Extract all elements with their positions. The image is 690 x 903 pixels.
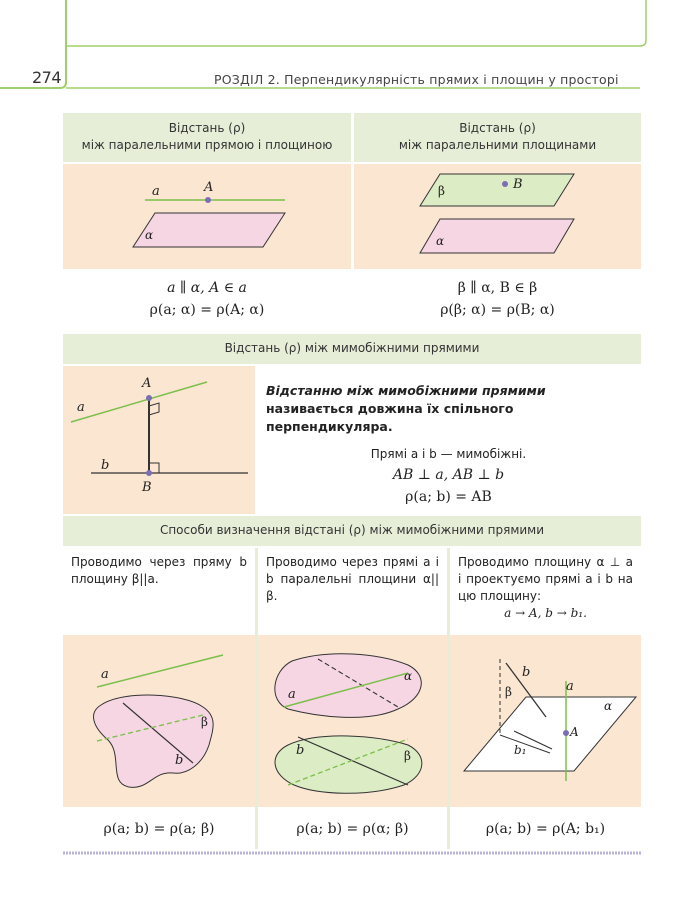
bottom-border <box>63 850 641 856</box>
s1-left-formula1: a ∥ α, A ∈ a <box>167 280 247 296</box>
s1-right-formula2: ρ(β; α) = ρ(B; α) <box>440 302 555 318</box>
fig1 <box>63 635 255 807</box>
s3-divider1 <box>255 548 258 849</box>
fig3-label-b1: b₁ <box>514 743 527 757</box>
method2-diagram <box>258 635 447 807</box>
method3-line2: a → A, b → b₁. <box>504 606 587 620</box>
label-a-skew: a <box>77 400 85 415</box>
s2-text <box>258 366 641 514</box>
point-b-skew <box>146 470 152 476</box>
definition-body: називається довжина їх спільного перпендикуляра. <box>266 401 514 434</box>
point-b <box>502 181 508 187</box>
s2-figure <box>63 366 255 514</box>
label-point-a: A <box>204 180 214 195</box>
perp-conditions: AB ⊥ a, AB ⊥ b <box>392 467 505 483</box>
point-a <box>205 197 211 203</box>
method2-text: Проводимо через прямі a і b паралельні площини α||β. <box>258 548 447 633</box>
formula2: ρ(a; b) = ρ(α; β) <box>258 809 447 849</box>
method3-line1: Проводимо площину α ⊥ a і проектуємо прямі a і b на цю площину: <box>458 555 633 603</box>
s1-left-formula2: ρ(a; α) = ρ(A; α) <box>149 302 265 318</box>
fig3 <box>450 635 641 807</box>
fig3-label-a: a <box>566 679 574 694</box>
header-box <box>66 0 646 46</box>
skew-lines-diagram <box>63 366 255 514</box>
definition <box>266 382 631 436</box>
fig1-label-b: b <box>175 753 184 768</box>
s1-divider <box>351 113 354 332</box>
right-angle-mark-a <box>149 403 159 415</box>
line-a-skew <box>71 382 207 422</box>
fig2-label-a: a <box>288 687 296 702</box>
s1-left-title-line2: між паралельними прямою і площиною <box>81 138 333 152</box>
label-b-skew: b <box>101 458 110 473</box>
definition-term: Відстанню між мимобіжними прямими <box>266 383 546 398</box>
method1-diagram <box>63 635 255 807</box>
s1-right-title-line2: між паралельними площинами <box>398 138 597 152</box>
s1-left-title-line1: Відстань (ρ) <box>168 121 246 135</box>
formula3: ρ(a; b) = ρ(A; b₁) <box>450 809 641 849</box>
fig2-label-alpha: α <box>404 669 413 683</box>
s3-header: Способи визначення відстані (ρ) між мимобіжними прямими <box>63 516 641 546</box>
fig1-line-a <box>97 655 223 687</box>
s1-right-formulas <box>354 270 641 332</box>
point-a-skew <box>146 395 152 401</box>
fig3-label-A: A <box>570 725 579 739</box>
fig3-label-alpha: α <box>604 699 613 713</box>
s3-divider2 <box>447 548 450 849</box>
label-A-skew: A <box>142 376 152 391</box>
fig3-label-b: b <box>522 665 531 680</box>
s1-right-figure <box>354 164 641 269</box>
method3-text <box>450 548 641 633</box>
fig2 <box>258 635 447 807</box>
fig3-label-beta: β <box>505 685 512 699</box>
label-plane-beta: β <box>438 184 445 198</box>
s1-right-title-line1: Відстань (ρ) <box>459 121 536 135</box>
fig1-label-a: a <box>101 667 109 682</box>
s1-left-formulas <box>63 270 351 332</box>
s1-right-formula1: β ∥ α, B ∈ β <box>457 280 538 296</box>
label-line-a: a <box>152 184 160 199</box>
s1-left-figure <box>63 164 351 269</box>
method3-diagram <box>450 635 641 807</box>
formula1: ρ(a; b) = ρ(a; β) <box>63 809 255 849</box>
method1-text: Проводимо через пряму b площину β||a. <box>63 548 255 633</box>
skew-statement: Прямі a і b — мимобіжні. <box>370 447 527 461</box>
skew-distance-formula: ρ(a; b) = AB <box>405 489 492 505</box>
fig3-point-a <box>563 730 569 736</box>
fig2-plane-alpha <box>275 654 421 718</box>
fig2-label-beta: β <box>404 749 411 763</box>
fig2-label-b: b <box>296 743 305 758</box>
running-title: РОЗДІЛ 2. Перпендикулярність прямих і площин у просторі <box>214 72 619 87</box>
label-plane-alpha: α <box>145 228 154 242</box>
page-number: 274 <box>32 68 62 87</box>
label-point-b: B <box>513 177 523 192</box>
fig1-label-beta: β <box>201 715 208 729</box>
fig1-plane-beta <box>94 695 214 787</box>
s1-right-header <box>354 113 641 162</box>
parallel-planes-diagram <box>354 164 641 269</box>
label-plane-alpha-2: α <box>436 234 445 248</box>
s1-left-header <box>63 113 351 162</box>
label-B-skew: B <box>142 480 152 495</box>
s2-header: Відстань (ρ) між мимобіжними прямими <box>63 334 641 364</box>
plane-alpha <box>133 213 285 247</box>
